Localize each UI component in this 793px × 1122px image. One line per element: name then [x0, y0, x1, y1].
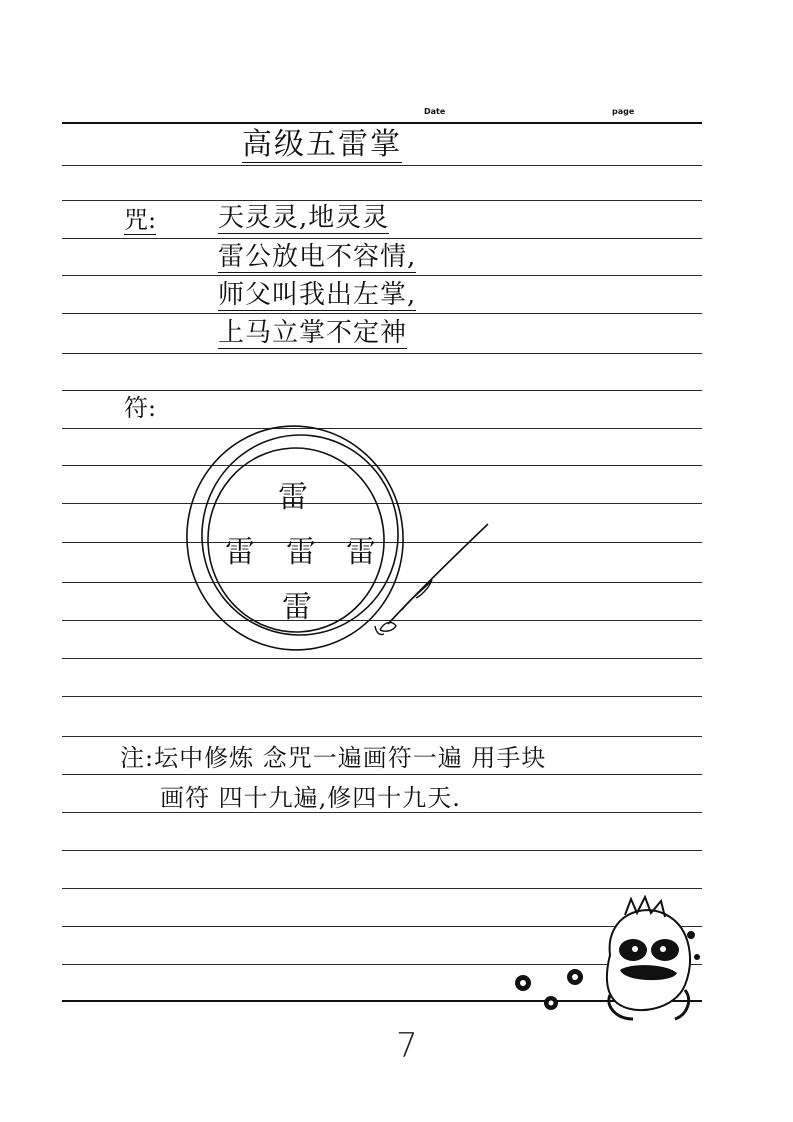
ruled-line — [62, 313, 702, 314]
talisman-char-center: 雷 — [286, 535, 316, 570]
page-number: 7 — [396, 1026, 418, 1066]
date-label: Date — [424, 107, 446, 116]
incantation-line-2: 雷公放电不容情, — [218, 242, 417, 272]
incantation-line-4: 上马立掌不定神 — [218, 318, 408, 348]
talisman-char-right: 雷 — [346, 535, 376, 570]
ruled-line — [62, 736, 702, 737]
ruled-line — [62, 812, 702, 813]
ruled-line — [62, 353, 702, 354]
note-line-1: 注:坛中修炼 念咒一遍画符一遍 用手块 — [120, 744, 547, 772]
ruled-line — [62, 696, 702, 697]
page-title: 高级五雷掌 — [242, 127, 402, 162]
ruled-line — [62, 165, 702, 166]
talisman-circles — [170, 420, 500, 670]
note-line-2: 画符 四十九遍,修四十九天. — [160, 784, 461, 812]
ruled-line — [62, 200, 702, 201]
ruled-line — [62, 850, 702, 851]
talisman-drawing — [170, 420, 500, 670]
talisman-char-bottom: 雷 — [282, 590, 312, 625]
talisman-char-left: 雷 — [225, 535, 255, 570]
incantation-line-1: 天灵灵,地灵灵 — [218, 203, 390, 233]
ruled-line — [62, 238, 702, 239]
ruled-line — [62, 888, 702, 889]
mascot-clipart — [505, 895, 715, 1025]
ruled-line — [62, 774, 702, 775]
ruled-line — [62, 390, 702, 391]
panda-mascot-icon — [505, 895, 715, 1025]
incantation-line-3: 师父叫我出左掌, — [218, 280, 417, 310]
ruled-line — [62, 122, 702, 124]
ruled-line — [62, 275, 702, 276]
incantation-label: 咒: — [124, 206, 157, 234]
page-label: page — [612, 107, 635, 116]
talisman-label: 符: — [124, 394, 157, 422]
talisman-char-top: 雷 — [278, 480, 308, 515]
